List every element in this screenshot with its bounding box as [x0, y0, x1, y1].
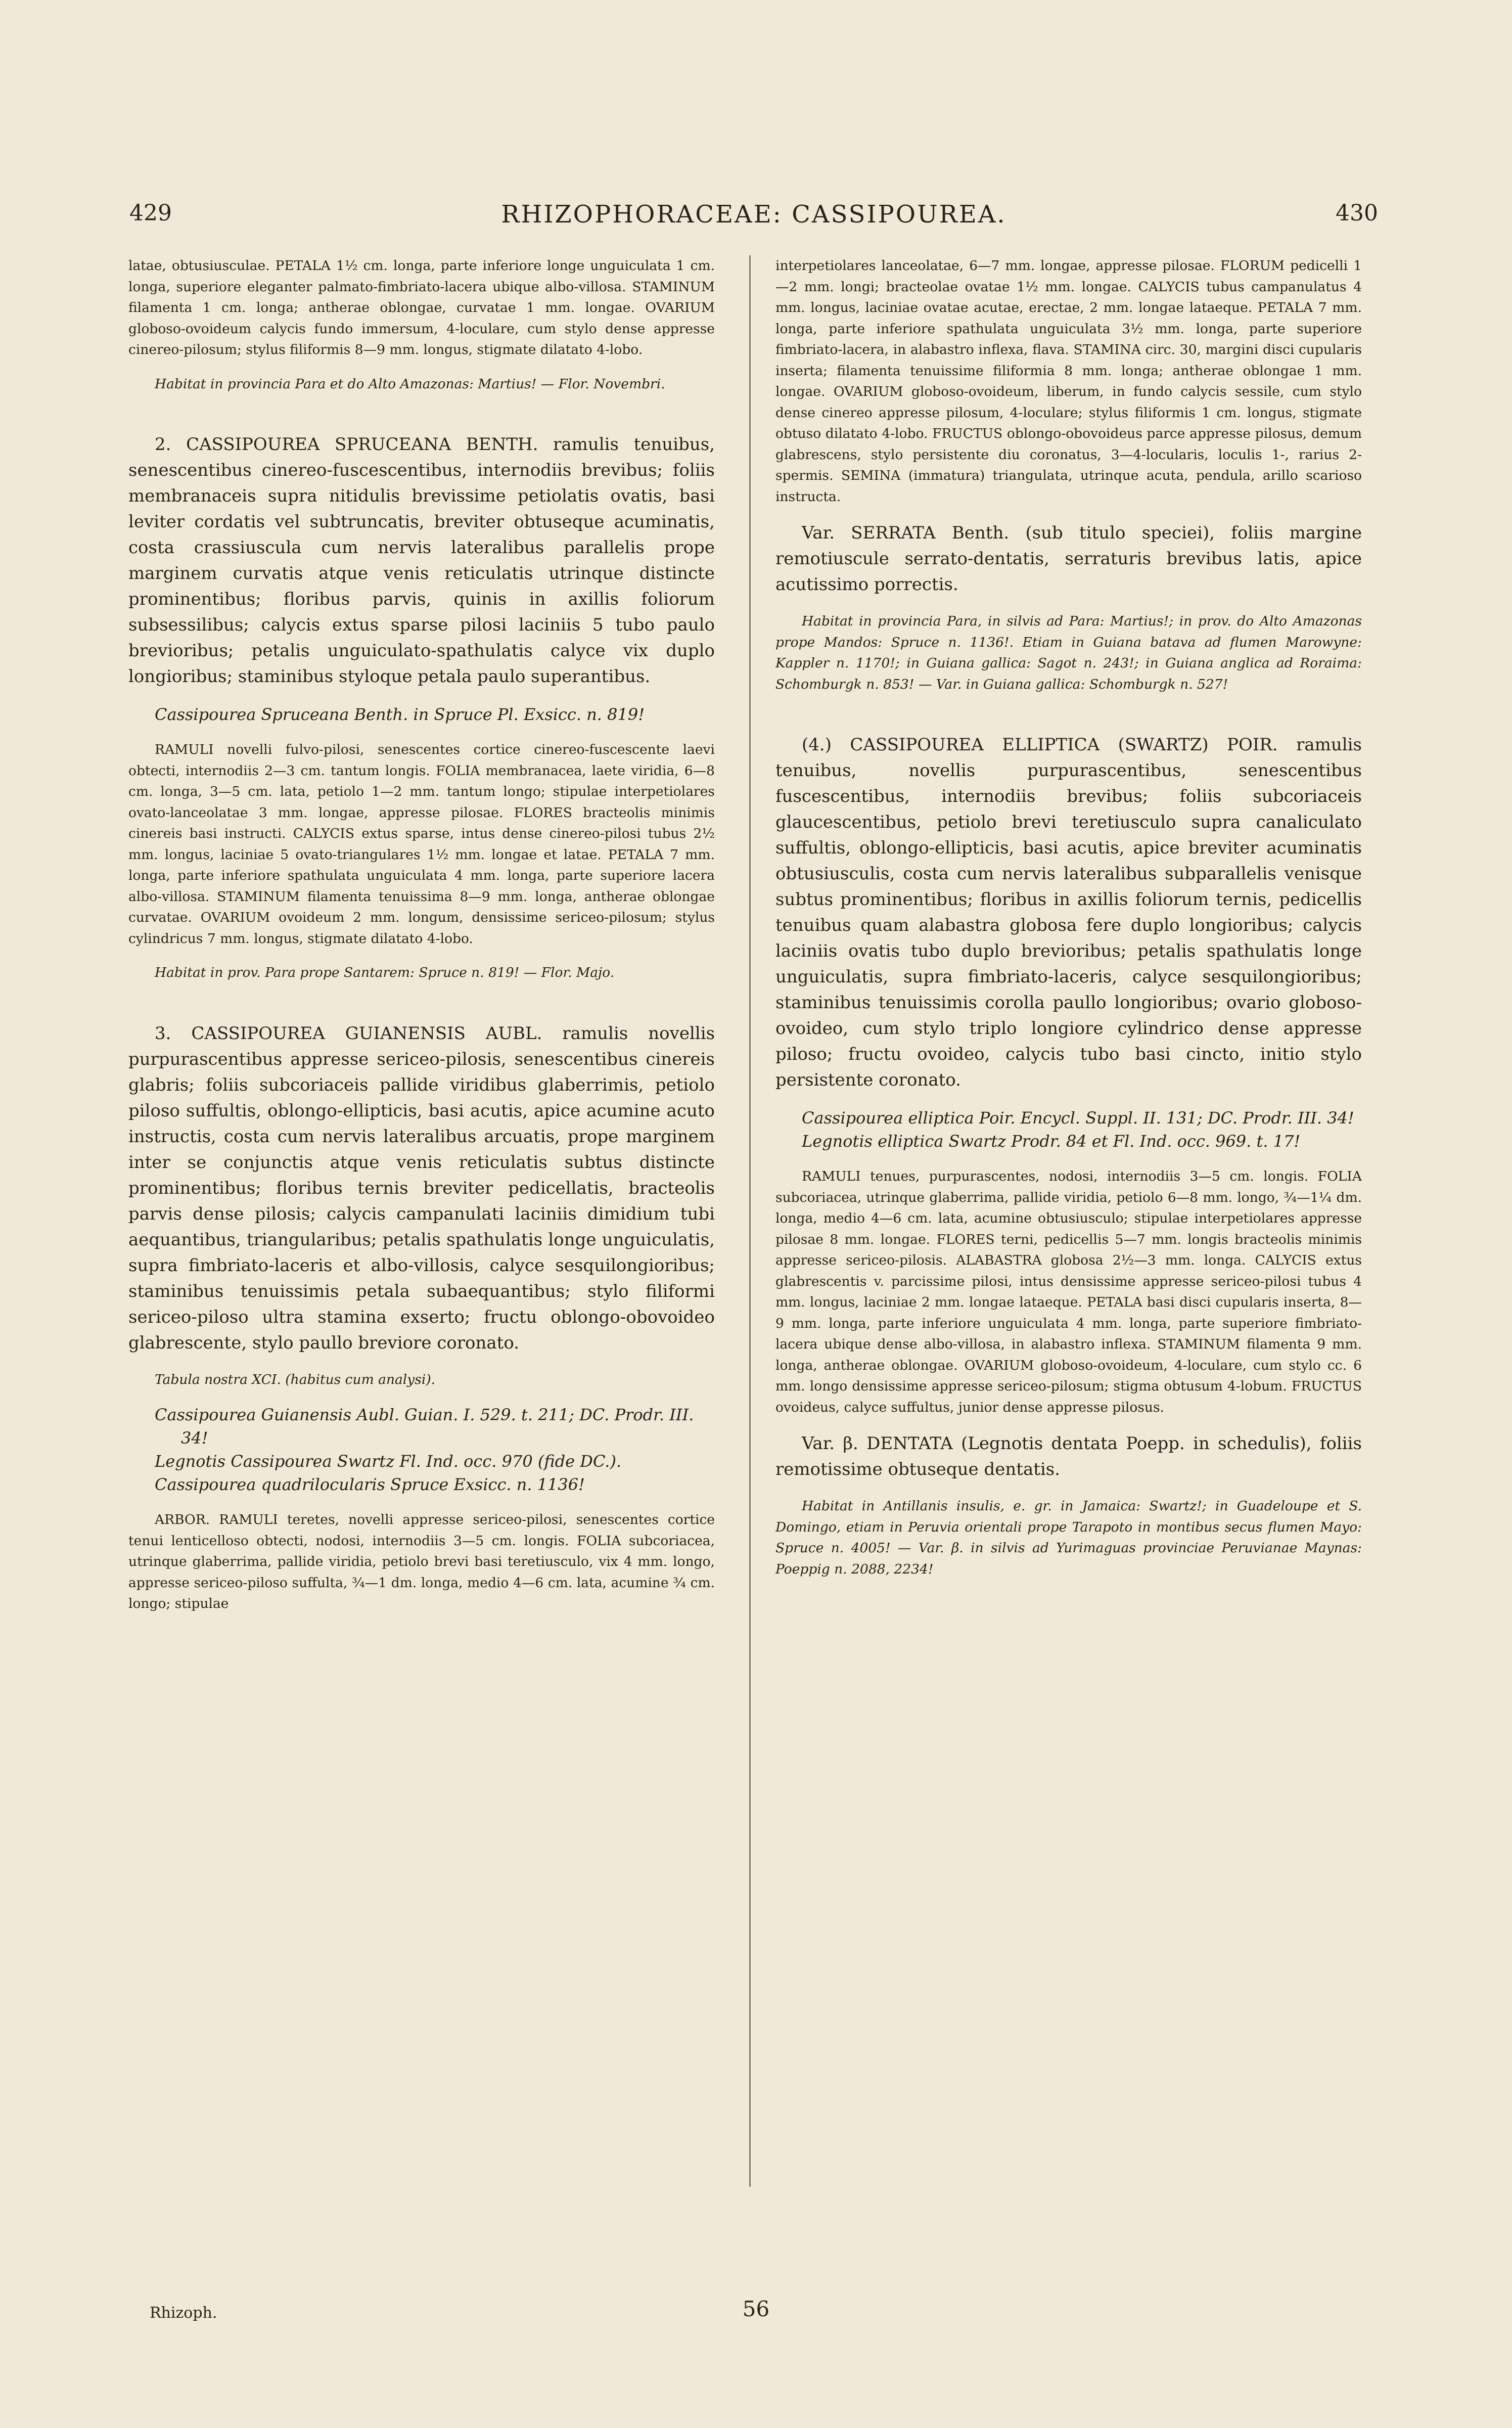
species-description: RAMULI novelli fulvo-pilosi, senescentes cortice cinereo-fuscescente laevi obtecti, internodiis 2—3 cm. tantum longis. FOLIA membranacea, laete viridia, 6—8 cm. longa, 3—5 cm. lata, petiolo 1—2 mm. tantum longo; stipulae interpetiolares ovato-lanceolatae 3 mm. longae, appresse pilosae. FLORES bracteolis minimis cinereis basi instructi. CALYCIS extus sparse, intus dense cinereo-pilosi tubus 2½ mm. longus, laciniae 5 ovato-triangulares 1½ mm. longae et latae. PETALA 7 mm. longa, parte inferiore spathulata unguiculata 4 mm. longa, parte superiore lacera albo-villosa. STAMINUM filamenta tenuissima 8—9 mm. longa, antherae oblongae curvatae. OVARIUM ovoideum 2 mm. longum, densissime sericeo-pilosum; stylus cylindricus 7 mm. longus, stigmate dilatato 4-lobo. [128, 742, 715, 947]
synonym-line: Cassipourea Guianensis Aubl. Guian. I. 529. t. 211; DC. Prodr. III. 34! [155, 1405, 694, 1448]
synonym-line: Cassipourea quadrilocularis Spruce Exsicc. n. 1136! [155, 1475, 585, 1494]
page-number-left: 429 [129, 200, 172, 226]
right-column [775, 255, 1362, 2202]
habitat-note: Habitat in provincia Para et do Alto Amazonas: Martius! — Flor. Novembri. [155, 376, 665, 392]
species-entry [128, 1021, 715, 1356]
species-entry [775, 732, 1362, 1093]
species-description: ARBOR. RAMULI teretes, novelli appresse sericeo-pilosi, senescentes cortice tenui lenticelloso obtecti, nodosi, internodiis 3—5 cm. longis. FOLIA subcoriacea, utrinque glaberrima, pallide viridia, petiolo brevi basi teretiusculo, vix 4 mm. longo, appresse sericeo-piloso suffulta, ¾—1 dm. longa, medio 4—6 cm. lata, acumine ¾ cm. longo; stipulae [128, 1512, 715, 1611]
page-number-right: 430 [1336, 200, 1378, 226]
species-heading: (4.) CASSIPOUREA ELLIPTICA (SWARTZ) POIR. [802, 735, 1278, 755]
signature-mark: Rhizoph. [150, 2304, 217, 2322]
species-diagnosis: ramulis tenuibus, senescentibus cinereo-fuscescentibus, internodiis brevibus; foliis membranaceis supra nitidulis brevissime petiolatis ovatis, basi leviter cordatis vel subtruncatis, breviter obtuseque acuminatis, costa crassiuscula cum nervis lateralibus parallelis prope marginem curvatis atque venis reticulatis utrinque distincte prominentibus; floribus parvis, quinis in axillis foliorum subsessilibus; calycis extus sparse pilosi laciniis 5 tubo paulo brevioribus; petalis unguiculato-spathulatis calyce vix duplo longioribus; staminibus styloque petala paulo superantibus. [128, 434, 715, 687]
habitat-note: Habitat in Antillanis insulis, e. gr. in Jamaica: Swartz!; in Guadeloupe et S. Domingo, etiam in Peruvia orientali prope Tarapoto in montibus secus flumen Mayo: Spruce n. 4005! — Var. β. in silvis ad Yurimaguas provinciae Peruvianae Maynas: Poeppig n. 2088, 2234! [775, 1498, 1362, 1577]
synonym-line: Cassipourea elliptica Poir. Encycl. Suppl. II. 131; DC. Prodr. III. 34! [802, 1108, 1354, 1128]
species-entry [128, 432, 715, 690]
variety-entry: Var. SERRATA Benth. (sub titulo speciei), foliis margine remotiuscule serrato-dentatis, serraturis brevibus latis, apice acutissimo porrectis. [775, 523, 1362, 595]
habitat-note: Habitat in provincia Para, in silvis ad Para: Martius!; in prov. do Alto Amazonas prope Mandos: Spruce n. 1136!. Etiam in Guiana batava ad flumen Marowyne: Kappler n. 1170!; in Guiana gallica: Sagot n. 243!; in Guiana anglica ad Roraima: Schomburgk n. 853! — Var. in Guiana gallica: Schomburgk n. 527! [775, 613, 1362, 692]
sheet-number: 56 [742, 2297, 770, 2321]
page-header [129, 200, 1378, 236]
running-title: RHIZOPHORACEAE: CASSIPOUREA. [501, 200, 1006, 229]
left-column [128, 255, 715, 2202]
plate-reference: Tabula nostra XCI. (habitus cum analysi). [155, 1371, 436, 1387]
habitat-note: Habitat in prov. Para prope Santarem: Spruce n. 819! — Flor. Majo. [155, 965, 615, 980]
species-heading: 3. CASSIPOUREA GUIANENSIS AUBL. [155, 1023, 542, 1044]
species-diagnosis: ramulis tenuibus, novellis purpurascentibus, senescentibus fuscescentibus, internodiis brevibus; foliis subcoriaceis glaucescentibus, petiolo brevi teretiusculo supra canaliculato suffultis, oblongo-ellipticis, basi acutis, apice breviter acuminatis obtusiusculis, costa cum nervis lateralibus subparallelis venisque subtus prominentibus; floribus in axillis foliorum ternis, pedicellis tenuibus quam alabastra globosa fere duplo longioribus; calycis laciniis ovatis tubo duplo brevioribus; petalis spathulatis longe unguiculatis, supra fimbriato-laceris, calyce sesquilongioribus; staminibus tenuissimis corolla paullo longioribus; ovario globoso-ovoideo, cum stylo triplo longiore cylindrico dense appresse piloso; fructu ovoideo, calycis tubo basi cincto, initio stylo persistente coronato. [775, 735, 1362, 1090]
species-diagnosis: ramulis novellis purpurascentibus appresse sericeo-pilosis, senescentibus cinereis glabris; foliis subcoriaceis pallide viridibus glaberrimis, petiolo piloso suffultis, oblongo-ellipticis, basi acutis, apice acumine acuto instructis, costa cum nervis lateralibus arcuatis, prope marginem inter se conjunctis atque venis reticulatis subtus distincte prominentibus; floribus ternis breviter pedicellatis, bracteolis parvis dense pilosis; calycis campanulati laciniis dimidium tubi aequantibus, triangularibus; petalis spathulatis longe unguiculatis, supra fimbriato-laceris et albo-villosis, calyce sesquilongioribus; staminibus tenuissimis petala subaequantibus; stylo filiformi sericeo-piloso ultra stamina exserto; fructu oblongo-obovoideo glabrescente, stylo paullo breviore coronato. [128, 1023, 715, 1353]
synonym-line: Legnotis elliptica Swartz Prodr. 84 et Fl. Ind. occ. 969. t. 17! [802, 1132, 1301, 1151]
variety-entry: Var. β. DENTATA (Legnotis dentata Poepp. in schedulis), foliis remotissime obtuseque dentatis. [775, 1433, 1362, 1479]
species-heading: 2. CASSIPOUREA SPRUCEANA BENTH. [155, 434, 538, 455]
description-continued: latae, obtusiusculae. PETALA 1½ cm. longa, parte inferiore longe unguiculata 1 cm. longa, superiore eleganter palmato-fimbriato-lacera ubique albo-villosa. STAMINUM filamenta 1 cm. longa; antherae oblongae, curvatae 1 mm. longae. OVARIUM globoso-ovoideum calycis fundo immersum, 4-loculare, cum stylo dense appresse cinereo-pilosum; stylus filiformis 8—9 mm. longus, stigmate dilatato 4-lobo. [128, 258, 715, 357]
description-continued: interpetiolares lanceolatae, 6—7 mm. longae, appresse pilosae. FLORUM pedicelli 1—2 mm. longi; bracteolae ovatae 1½ mm. longae. CALYCIS tubus campanulatus 4 mm. longus, laciniae ovatae acutae, erectae, 2 mm. longae lataeque. PETALA 7 mm. longa, parte inferiore spathulata unguiculata 3½ mm. longa, parte superiore fimbriato-lacera, in alabastro inflexa, flava. STAMINA circ. 30, margini disci cupularis inserta; filamenta tenuissime filiformia 8 mm. longa; antherae oblongae 1 mm. longae. OVARIUM globoso-ovoideum, liberum, in fundo calycis sessile, cum stylo dense cinereo appresse pilosum, 4-loculare; stylus filiformis 1 cm. longus, stigmate obtuso dilatato 4-lobo. FRUCTUS oblongo-obovoideus parce appresse pilosus, demum glabrescens, stylo persistente diu coronatus, 3—4-locularis, loculis 1-, rarius 2-spermis. SEMINA (immatura) triangulata, utrinque acuta, pendula, arillo scarioso instructa. [775, 258, 1362, 505]
species-description: RAMULI tenues, purpurascentes, nodosi, internodiis 3—5 cm. longis. FOLIA subcoriacea, utrinque glaberrima, pallide viridia, petiolo 6—8 mm. longo, ¾—1¼ dm. longa, medio 4—6 cm. lata, acumine obtusiusculo; stipulae interpetiolares appresse pilosae 8 mm. longae. FLORES terni, pedicellis 5—7 mm. longis bracteolis minimis appresse sericeo-pilosis. ALABASTRA globosa 2½—3 mm. longa. CALYCIS extus glabrescentis v. parcissime pilosi, intus densissime appresse sericeo-pilosi tubus 4 mm. longus, laciniae 2 mm. longae lataeque. PETALA basi disci cupularis inserta, 8—9 mm. longa, parte inferiore unguiculata 4 mm. longa, parte superiore fimbriato-lacera ubique dense albo-villosa, in alabastro inflexa. STAMINUM filamenta 9 mm. longa, antherae oblongae. OVARIUM globoso-ovoideum, 4-loculare, cum stylo cc. 6 mm. longo densissime appresse sericeo-pilosum; stigma obtusum 4-lobum. FRUCTUS ovoideus, calyce suffultus, junior dense appresse pilosus. [775, 1168, 1362, 1415]
synonym-line: Cassipourea Spruceana Benth. in Spruce Pl. Exsicc. n. 819! [155, 705, 645, 724]
synonym-line: Legnotis Cassipourea Swartz Fl. Ind. occ. 970 (fide DC.). [155, 1452, 622, 1471]
column-divider [749, 255, 751, 2187]
